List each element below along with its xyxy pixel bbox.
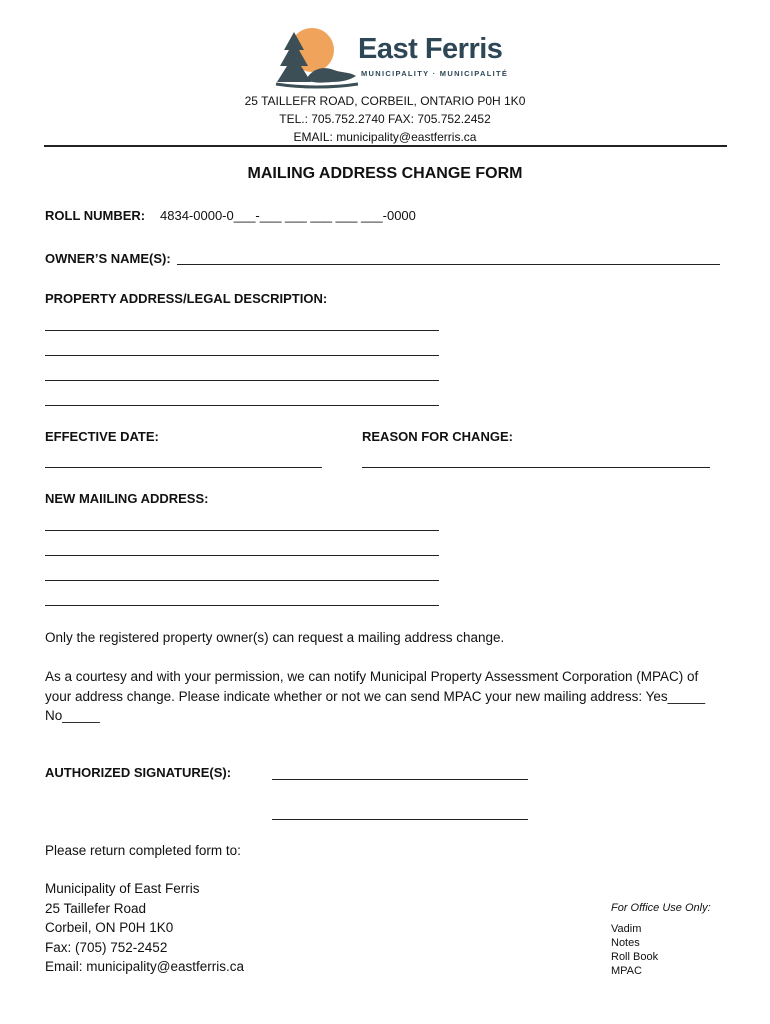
return-address-email: Email: municipality@eastferris.ca bbox=[45, 959, 245, 974]
effective-date-label: EFFECTIVE DATE: bbox=[45, 429, 159, 444]
property-address-line[interactable] bbox=[45, 380, 439, 381]
new-address-line[interactable] bbox=[45, 530, 439, 531]
logo-subtitle: MUNICIPALITY · MUNICIPALITÉ bbox=[361, 69, 509, 78]
office-use-item: Notes bbox=[611, 937, 640, 949]
new-address-line[interactable] bbox=[45, 555, 439, 556]
office-use-item: Vadim bbox=[611, 923, 642, 935]
property-address-line[interactable] bbox=[45, 405, 439, 406]
owner-name-field[interactable] bbox=[177, 264, 720, 265]
logo-name: East Ferris bbox=[358, 33, 503, 65]
roll-number-value[interactable]: 4834-0000-0___-___ ___ ___ ___ ___-0000 bbox=[160, 208, 416, 223]
return-address-fax: Fax: (705) 752-2452 bbox=[45, 939, 168, 955]
mpac-permission-note: As a courtesy and with your permission, we can notify Municipal Property Assessment Corporation (MPAC) of your address change. Please indicate whether or not we can send MPAC your new mailing address: Yes_____ No_____ bbox=[45, 669, 706, 723]
property-address-line[interactable] bbox=[45, 355, 439, 356]
office-use-list bbox=[611, 922, 658, 978]
property-address-line[interactable] bbox=[45, 330, 439, 331]
reason-for-change-field[interactable] bbox=[362, 467, 710, 468]
loon-sun-logo-icon bbox=[272, 26, 362, 90]
reason-for-change-label: REASON FOR CHANGE: bbox=[362, 429, 513, 444]
new-mailing-address-label: NEW MAIILING ADDRESS: bbox=[45, 491, 209, 506]
return-address-street: 25 Taillefer Road bbox=[45, 900, 147, 916]
owner-name-label: OWNER’S NAME(S): bbox=[45, 251, 171, 266]
office-use-item: Roll Book bbox=[611, 951, 659, 963]
header-phone: TEL.: 705.752.2740 FAX: 705.752.2452 bbox=[279, 112, 491, 126]
effective-date-field[interactable] bbox=[45, 467, 322, 468]
form-title: MAILING ADDRESS CHANGE FORM bbox=[247, 165, 523, 182]
header-email: EMAIL: municipality@eastferris.ca bbox=[293, 130, 477, 144]
signature-line[interactable] bbox=[272, 819, 528, 820]
owner-only-note: Only the registered property owner(s) can request a mailing address change. bbox=[45, 630, 505, 645]
signature-line[interactable] bbox=[272, 779, 528, 780]
new-address-line[interactable] bbox=[45, 580, 439, 581]
return-address-city: Corbeil, ON P0H 1K0 bbox=[45, 920, 174, 935]
authorized-signature-label: AUTHORIZED SIGNATURE(S): bbox=[45, 765, 232, 780]
return-instructions: Please return completed form to: bbox=[45, 843, 241, 858]
return-address-name: Municipality of East Ferris bbox=[45, 881, 200, 896]
roll-number-label: ROLL NUMBER: bbox=[45, 208, 146, 223]
header-address: 25 TAILLEFR ROAD, CORBEIL, ONTARIO P0H 1K0 bbox=[244, 94, 526, 108]
header-divider bbox=[44, 145, 727, 147]
office-use-title: For Office Use Only: bbox=[611, 902, 711, 914]
return-address-block bbox=[45, 879, 244, 977]
office-use-item: MPAC bbox=[611, 965, 642, 977]
new-address-line[interactable] bbox=[45, 605, 439, 606]
property-address-label: PROPERTY ADDRESS/LEGAL DESCRIPTION: bbox=[45, 291, 328, 306]
